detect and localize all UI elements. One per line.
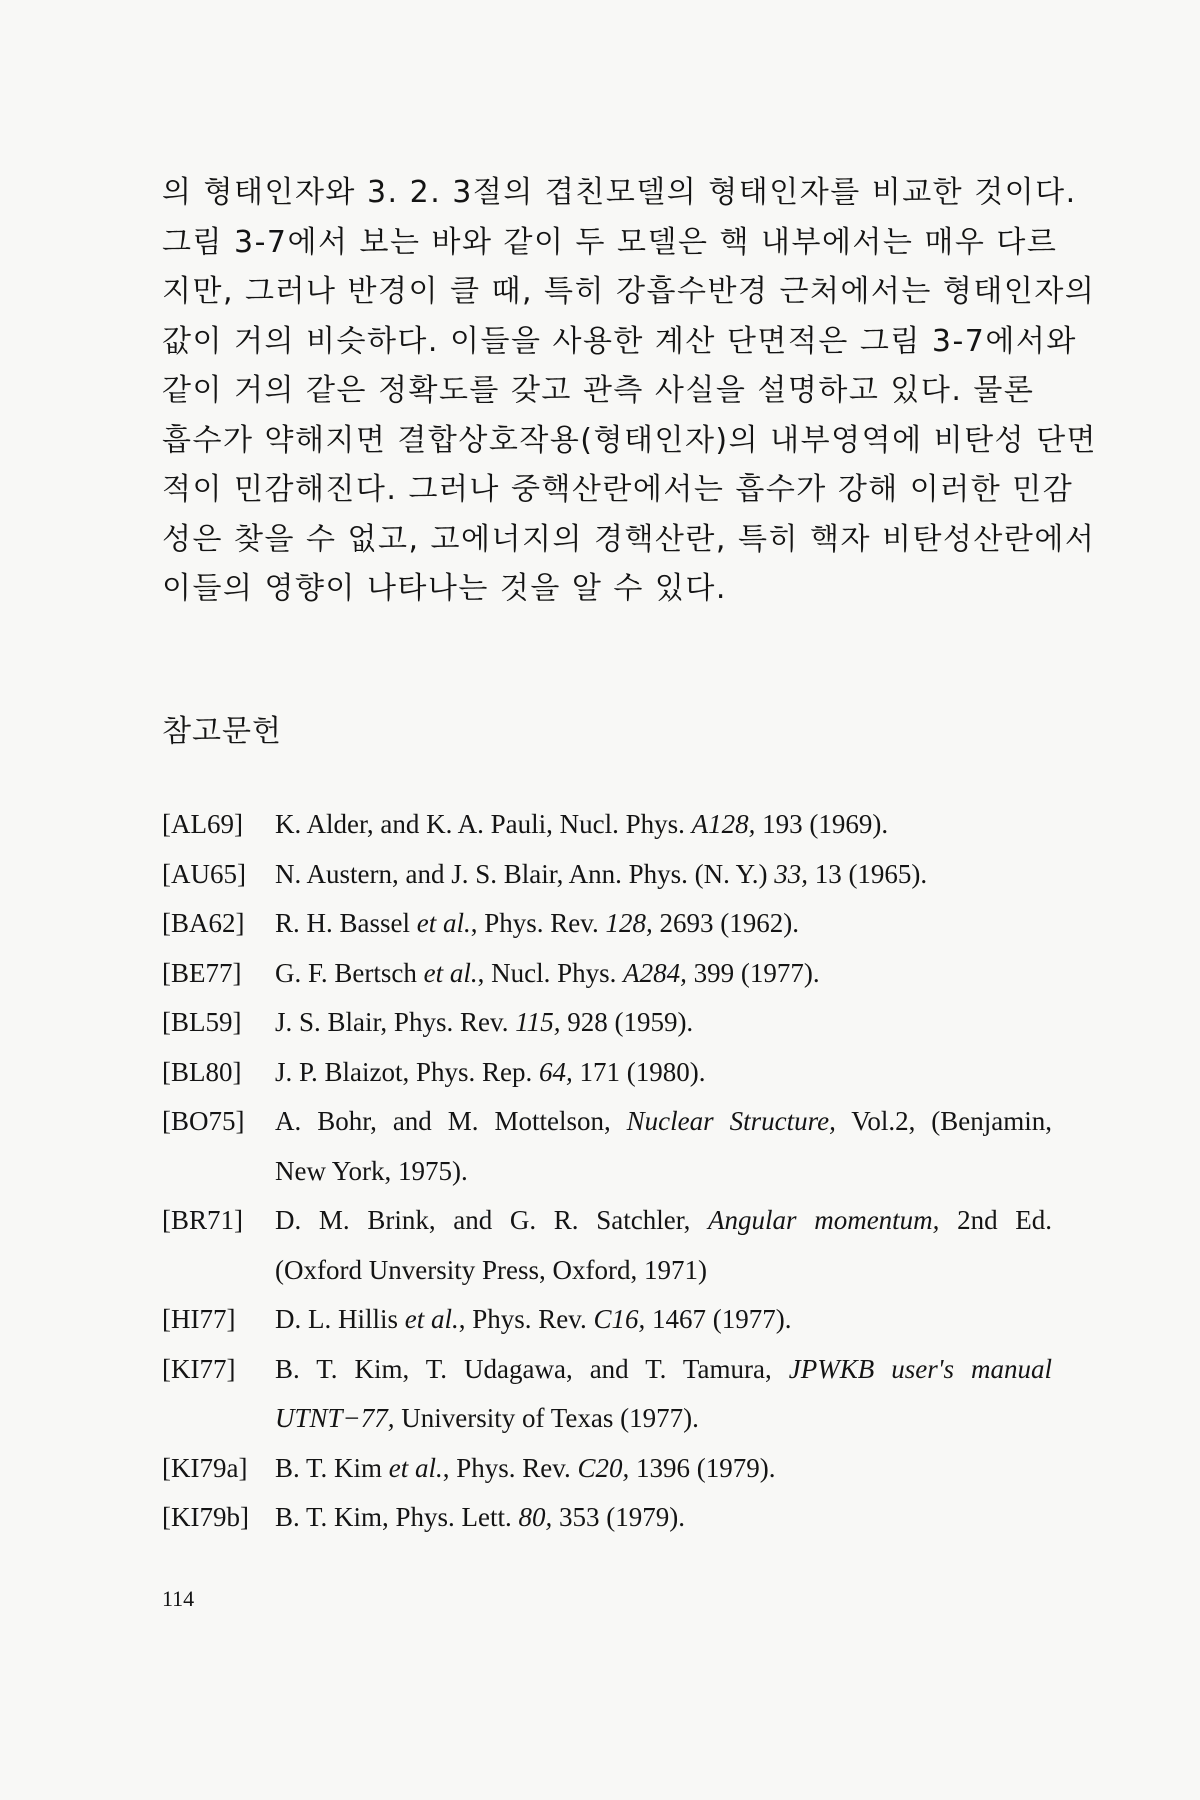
reference-segment: J. S. Blair, Phys. Rev. [275, 1007, 516, 1037]
reference-entry [162, 1345, 1052, 1444]
reference-italic-segment: C20, [577, 1452, 630, 1483]
reference-key: [BR71] [162, 1205, 243, 1235]
reference-segment: J. P. Blaizot, Phys. Rep. [275, 1056, 540, 1087]
reference-italic-segment: 33, [774, 858, 808, 889]
reference-line [275, 1246, 1052, 1296]
reference-text [275, 1345, 1052, 1444]
reference-text [275, 949, 1052, 999]
reference-entry [162, 800, 1052, 850]
reference-segment: G. F. Bertsch [275, 957, 424, 988]
reference-key: [KI79a] [162, 1452, 248, 1483]
reference-entry [162, 1196, 1052, 1295]
reference-entry [162, 998, 1052, 1048]
references-list [162, 800, 1052, 1543]
reference-text [275, 1493, 1052, 1543]
reference-entry [162, 850, 1052, 900]
reference-line [275, 1394, 1052, 1444]
reference-line [275, 1493, 1052, 1543]
reference-entry [162, 1493, 1052, 1543]
reference-key: [AU65] [162, 858, 246, 889]
reference-segment: University of Texas (1977). [394, 1403, 699, 1433]
body-line: 의 형태인자와 3. 2. 3절의 겹친모델의 형태인자를 비교한 것이다. [162, 175, 1077, 210]
reference-segment: K. Alder, and K. A. Pauli, Nucl. Phys. [275, 809, 692, 839]
reference-segment: New York, 1975). [275, 1155, 468, 1186]
reference-text [275, 899, 1052, 949]
reference-segment: 2nd Ed. [939, 1205, 1053, 1235]
body-line: 그림 3-7에서 보는 바와 같이 두 모델은 핵 내부에서는 매우 다르 [162, 224, 1058, 260]
reference-italic-segment: 64, [539, 1056, 573, 1087]
reference-italic-segment: 115, [515, 1007, 561, 1037]
reference-segment: , Phys. Rev. [470, 908, 606, 938]
body-line: 적이 민감해진다. 그러나 중핵산란에서는 흡수가 강해 이러한 민감 [162, 472, 1074, 507]
reference-key: [BE77] [162, 957, 242, 988]
reference-italic-segment: 80, [518, 1502, 553, 1532]
body-line: 성은 찾을 수 없고, 고에너지의 경핵산란, 특히 핵자 비탄성산란에서 [162, 521, 1096, 557]
reference-entry [162, 1444, 1052, 1494]
reference-segment: 13 (1965). [807, 858, 928, 889]
reference-segment: Vol.2, (Benjamin, [835, 1106, 1052, 1136]
reference-italic-segment: A284, [623, 957, 687, 988]
reference-text [275, 1048, 1052, 1098]
reference-italic-segment: et al. [416, 908, 471, 938]
reference-key: [KI79b] [162, 1502, 249, 1532]
reference-line [275, 1048, 1052, 1098]
reference-segment: R. H. Bassel [275, 908, 417, 938]
reference-segment: A. Bohr, and M. Mottelson, [275, 1106, 627, 1136]
reference-segment: (Oxford Unversity Press, Oxford, 1971) [275, 1254, 707, 1285]
reference-line [275, 998, 1052, 1048]
reference-segment: N. Austern, and J. S. Blair, Ann. Phys. (N. Y.) [275, 858, 775, 889]
reference-line [275, 899, 1052, 949]
reference-segment: , Nucl. Phys. [477, 957, 624, 988]
reference-line [275, 1196, 1052, 1246]
reference-key: [BO75] [162, 1106, 245, 1136]
reference-italic-segment: 128, [605, 908, 653, 938]
reference-italic-segment: et al. [404, 1304, 459, 1334]
body-line: 값이 거의 비슷하다. 이들을 사용한 계산 단면적은 그림 3-7에서와 [162, 323, 1077, 359]
reference-segment: 2693 (1962). [652, 908, 799, 938]
reference-entry [162, 1048, 1052, 1098]
reference-italic-segment: C16, [593, 1304, 646, 1334]
body-paragraph [162, 168, 1098, 614]
reference-segment: B. T. Kim, T. Udagawa, and T. Tamura, [275, 1353, 789, 1384]
reference-entry [162, 949, 1052, 999]
reference-text [275, 1196, 1052, 1295]
body-line: 같이 거의 같은 정확도를 갖고 관측 사실을 설명하고 있다. 물론 [162, 373, 1035, 408]
reference-line [275, 1097, 1052, 1147]
reference-italic-segment: et al. [388, 1452, 443, 1483]
reference-segment: 353 (1979). [552, 1502, 685, 1532]
references-heading: 참고문헌 [162, 714, 282, 749]
page-number: 114 [162, 1586, 195, 1611]
reference-key: [KI77] [162, 1353, 236, 1384]
body-line: 지만, 그러나 반경이 클 때, 특히 강흡수반경 근처에서는 형태인자의 [162, 274, 1096, 309]
reference-text [275, 1444, 1052, 1494]
reference-line [275, 1345, 1052, 1395]
reference-segment: B. T. Kim [275, 1452, 389, 1483]
reference-segment: 193 (1969). [755, 809, 889, 839]
reference-text [275, 1295, 1052, 1345]
reference-line [275, 850, 1052, 900]
reference-text [275, 800, 1052, 850]
reference-segment: B. T. Kim, Phys. Lett. [275, 1502, 519, 1532]
reference-key: [AL69] [162, 809, 243, 839]
reference-line [275, 1295, 1052, 1345]
reference-line [275, 949, 1052, 999]
reference-key: [HI77] [162, 1304, 236, 1334]
reference-segment: 1467 (1977). [645, 1304, 792, 1334]
reference-line [275, 1147, 1052, 1197]
reference-key: [BL80] [162, 1056, 242, 1087]
reference-text [275, 998, 1052, 1048]
reference-italic-segment: JPWKB user's manual [788, 1353, 1053, 1384]
reference-segment: 399 (1977). [686, 957, 820, 988]
body-line: 흡수가 약해지면 결합상호작용(형태인자)의 내부영역에 비탄성 단면 [162, 422, 1098, 458]
reference-italic-segment: A128, [691, 809, 756, 839]
reference-key: [BL59] [162, 1007, 242, 1037]
reference-segment: 171 (1980). [572, 1056, 706, 1087]
reference-entry [162, 1097, 1052, 1196]
reference-segment: D. L. Hillis [275, 1304, 405, 1334]
reference-segment: , Phys. Rev. [458, 1304, 594, 1334]
reference-entry [162, 1295, 1052, 1345]
reference-text [275, 850, 1052, 900]
reference-italic-segment: Angular momentum, [708, 1205, 940, 1235]
reference-key: [BA62] [162, 908, 245, 938]
reference-italic-segment: Nuclear Structure, [626, 1106, 836, 1136]
reference-line [275, 1444, 1052, 1494]
reference-italic-segment: et al. [423, 957, 478, 988]
reference-italic-segment: UTNT−77, [275, 1403, 395, 1433]
body-line: 이들의 영향이 나타나는 것을 알 수 있다. [162, 571, 727, 606]
reference-segment: 928 (1959). [560, 1007, 694, 1037]
reference-segment: , Phys. Rev. [442, 1452, 578, 1483]
reference-segment: D. M. Brink, and G. R. Satchler, [275, 1205, 709, 1235]
reference-segment: 1396 (1979). [629, 1452, 776, 1483]
reference-text [275, 1097, 1052, 1196]
reference-entry [162, 899, 1052, 949]
reference-line [275, 800, 1052, 850]
